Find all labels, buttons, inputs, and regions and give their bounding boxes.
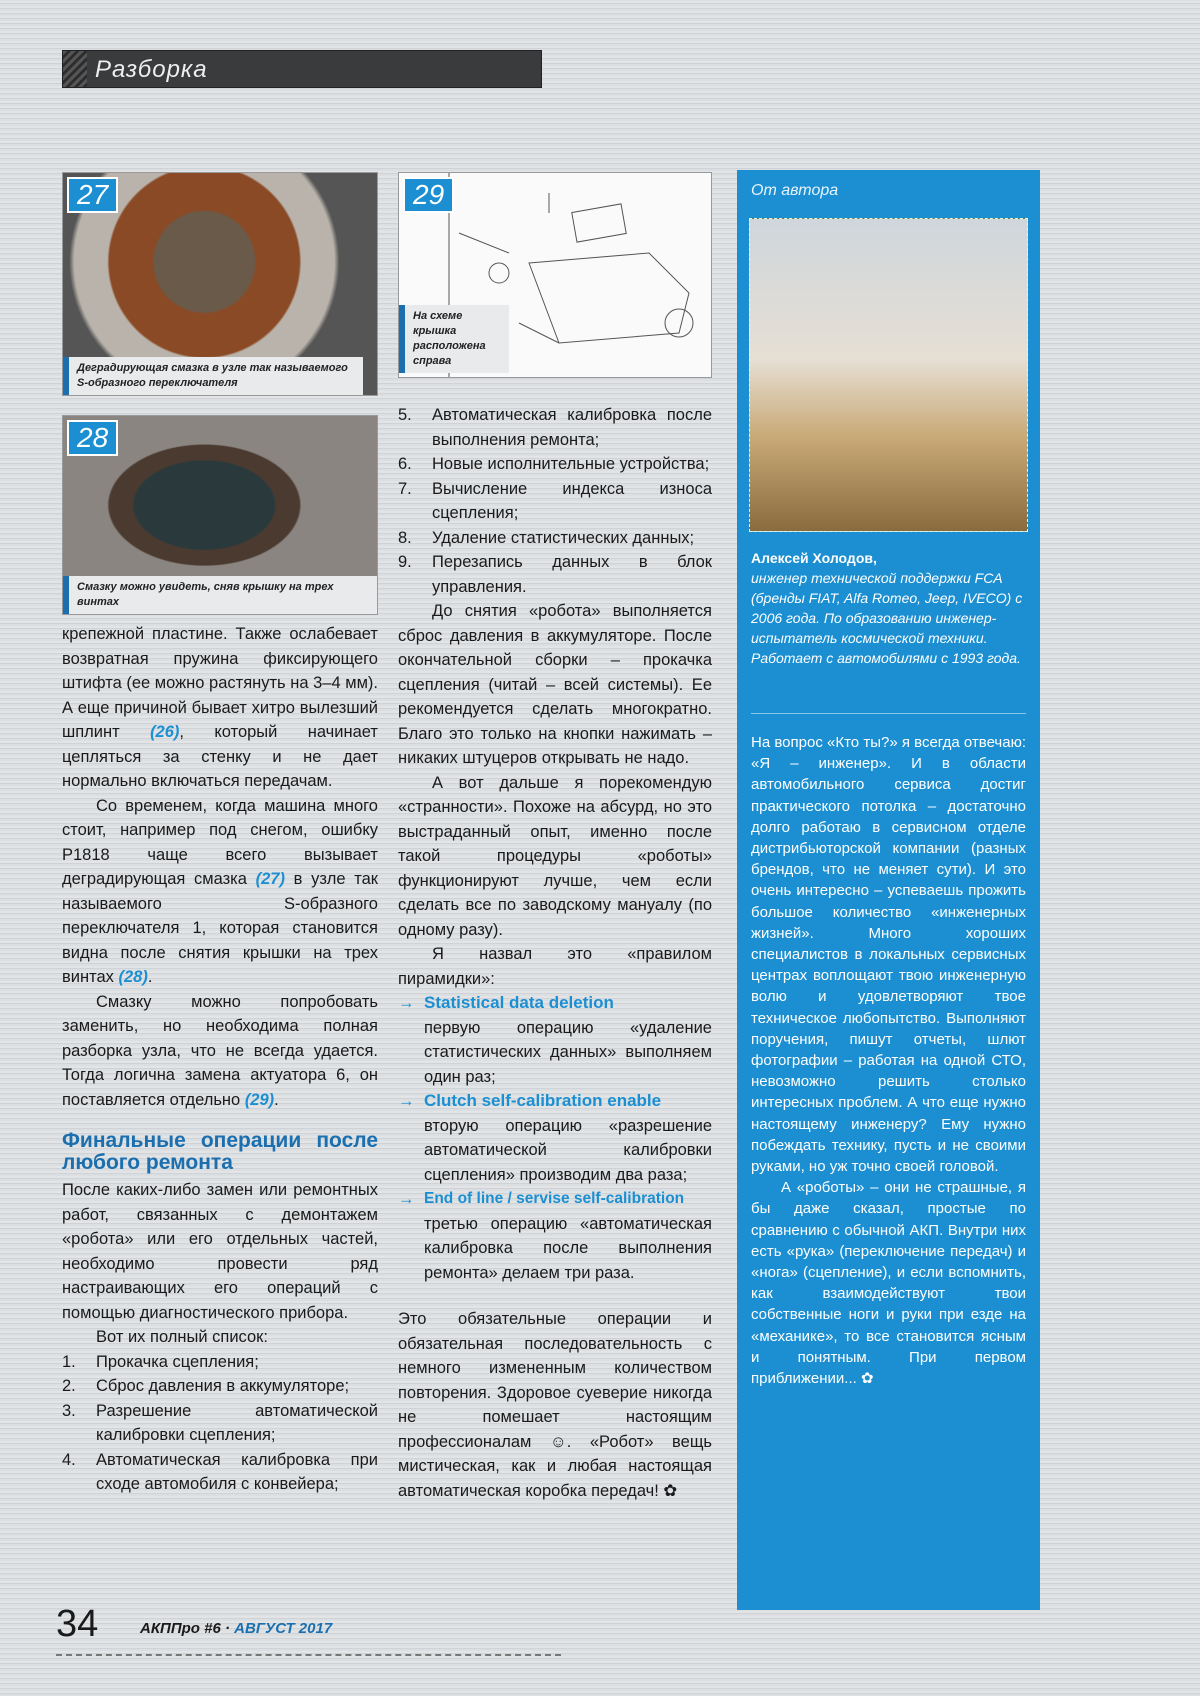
section-title: Разборка bbox=[95, 56, 208, 83]
paragraph: А вот дальше я порекомендую «странности». Похоже на абсурд, но это выстраданный опыт, именно после такой процедуры «роботы» функционируют лучше, чем если сделать все по заводскому мануалу (по одному разу). bbox=[398, 773, 712, 939]
column-1 bbox=[62, 622, 378, 1497]
figure-number: 27 bbox=[67, 177, 118, 213]
paragraph: Вот их полный список: bbox=[96, 1328, 268, 1346]
figure-ref[interactable]: (28) bbox=[118, 968, 148, 986]
figure-caption: Смазку можно увидеть, сняв крышку на трех винтах bbox=[63, 576, 378, 614]
figure-number: 29 bbox=[403, 177, 454, 213]
figure-number: 28 bbox=[67, 420, 118, 456]
paragraph: На вопрос «Кто ты?» я всегда отвечаю: «Я – инженер». И в области автомобильного сервиса достиг практического потолка – достаточно долго работаю в сервисном отделе дистрибьюторской компании (разных брендов, что не меняет сути). И это очень интересно – успеваешь прожить большое количество «инженерных жизней». Много хороших специалистов в локальных сервисных центрах воплощают твою инженерную волю и удовлетворяют твое техническое любопытство. Выполняют поручения, пишут отчеты, шлют фотографии – работая на одной СТО, невозможно решить столько интересных проблем. А что еще нужно настоящему инженеру? Ему нужно побеждать технику, пусть и не своими руками, но уж точно своей головой. bbox=[751, 734, 1026, 1176]
operation-title: Clutch self-calibration enable bbox=[424, 1091, 662, 1110]
divider bbox=[751, 713, 1026, 714]
paragraph: А «роботы» – они не страшные, я бы даже сказал, простые по сравнению с обычной АКП. Внутри них есть «рука» (переключение передач) и «нога» (сцепление), и если вспомнить, как взаимодействуют твои собственные ноги и руки при езде на «механике», то все становится ясным и понятным. При первом приближении... ✿ bbox=[751, 1179, 1026, 1388]
paragraph: До снятия «робота» выполняется сброс давления в аккумуляторе. После окончательной сборки – прокачка сцепления (читай – всей системы). Ее рекомендуется сделать многократно. Благо это только на кнопки нажимать – никаких штуцеров открывать не надо. bbox=[398, 602, 712, 767]
figure-28 bbox=[62, 415, 378, 615]
issue-date: АВГУСТ 2017 bbox=[234, 1620, 333, 1637]
figure-ref[interactable]: (29) bbox=[244, 1090, 275, 1109]
figure-caption: На схеме крышка расположена справа bbox=[399, 305, 509, 373]
author-sidebar bbox=[737, 170, 1040, 1610]
operation-item: → Clutch self-calibration enable вторую операцию «разрешение автоматической калибровки сцепления» производим два раза; bbox=[398, 1089, 712, 1187]
list-item: 1. Прокачка сцепления; bbox=[62, 1352, 259, 1371]
column-2 bbox=[398, 403, 712, 1503]
operation-title: End of line / servise self-calibration bbox=[424, 1190, 685, 1207]
figure-27 bbox=[62, 172, 378, 396]
subheading: Финальные операции после любого ремонта bbox=[62, 1129, 378, 1174]
arrow-icon: → bbox=[398, 1092, 415, 1110]
paragraph: После каких-либо замен или ремонтных работ, связанных с демонтажем «робота» или его отдельных частей, необходимо провести ряд настраивающих его операций с помощью диагностического прибора. bbox=[62, 1181, 378, 1322]
operation-title: Statistical data deletion bbox=[424, 993, 614, 1012]
page-number: 34 bbox=[56, 1603, 99, 1645]
arrow-icon: → bbox=[398, 994, 415, 1012]
author-info bbox=[751, 548, 1026, 668]
footer-rule bbox=[56, 1654, 561, 1656]
operations-list bbox=[62, 1350, 378, 1497]
figure-29 bbox=[398, 172, 712, 378]
magazine-logo: АКППро bbox=[140, 1620, 200, 1637]
section-header bbox=[62, 50, 542, 88]
header-stripe bbox=[63, 51, 87, 87]
list-item: 2. Сброс давления в аккумуляторе; bbox=[62, 1377, 350, 1395]
author-photo bbox=[749, 218, 1028, 532]
paragraph: Это обязательные операции и обязательная последовательность с немного измененным количеством повторения. Здоровое суеверие никогда не помешает настоящим профессионалам ☺. «Робот» вещь мистическая, как и любая настоящая автоматическая коробка передач! ✿ bbox=[398, 1310, 712, 1500]
list-item: 7. Вычисление индекса износа сцепления; bbox=[398, 479, 712, 522]
paragraph: Смазку можно попробовать заменить, но необходима полная разборка узла, что не всегда удается. Тогда логична замена актуатора 6, он поставляется отдельно (29). bbox=[62, 992, 378, 1109]
sidebar-label: От автора bbox=[751, 182, 839, 199]
paragraph: крепежной пластине. Также ослабевает возвратная пружина фиксирующего штифта (ее можно растянуть на 3–4 мм). А еще причиной бывает хитро вылезший шплинт (26), который начинает цепляться за стенку и не дает нормально включаться передачам. bbox=[62, 625, 378, 790]
figure-ref[interactable]: (26) bbox=[150, 723, 180, 741]
paragraph: Со временем, когда машина много стоит, например под снегом, ошибку P1818 чаще всего вызывает деградирующая смазка (27) в узле так называемого S-образного переключателя 1, которая становится видна после снятия крышки на трех винтах (28). bbox=[62, 796, 378, 986]
figure-caption: Деградирующая смазка в узле так называемого S-образного переключателя bbox=[63, 357, 363, 395]
operation-item: → Statistical data deletion первую операцию «удаление статистических данных» выполняем один раз; bbox=[398, 991, 712, 1089]
list-item: 5. Автоматическая калибровка после выполнения ремонта; bbox=[398, 406, 712, 449]
list-item: 6. Новые исполнительные устройства; bbox=[398, 455, 710, 473]
operations-list bbox=[398, 403, 712, 599]
figure-ref[interactable]: (27) bbox=[255, 870, 285, 888]
author-bio: инженер технической поддержки FCA (бренды FIAT, Alfa Romeo, Jeep, IVECO) с 2006 года. По образованию инженер-испытатель космической техники. Работает с автомобилями с 1993 года. bbox=[751, 570, 1023, 666]
list-item: 4. Автоматическая калибровка при сходе автомобиля с конвейера; bbox=[62, 1450, 378, 1493]
list-item: 8. Удаление статистических данных; bbox=[398, 528, 695, 547]
magazine-footer: АКППро #6 · АВГУСТ 2017 bbox=[140, 1620, 333, 1637]
list-item: 3. Разрешение автоматической калибровки сцепления; bbox=[62, 1401, 378, 1444]
operation-item: → End of line / servise self-calibration третью операцию «автоматическая калибровка после выполнения ремонта» делаем три раза. bbox=[398, 1187, 712, 1285]
paragraph: Я назвал это «правилом пирамидки»: bbox=[398, 945, 712, 988]
author-name: Алексей Холодов, bbox=[751, 550, 877, 566]
sidebar-body bbox=[751, 732, 1026, 1389]
list-item: 9. Перезапись данных в блок управления. bbox=[398, 553, 712, 596]
arrow-icon: → bbox=[398, 1190, 415, 1208]
